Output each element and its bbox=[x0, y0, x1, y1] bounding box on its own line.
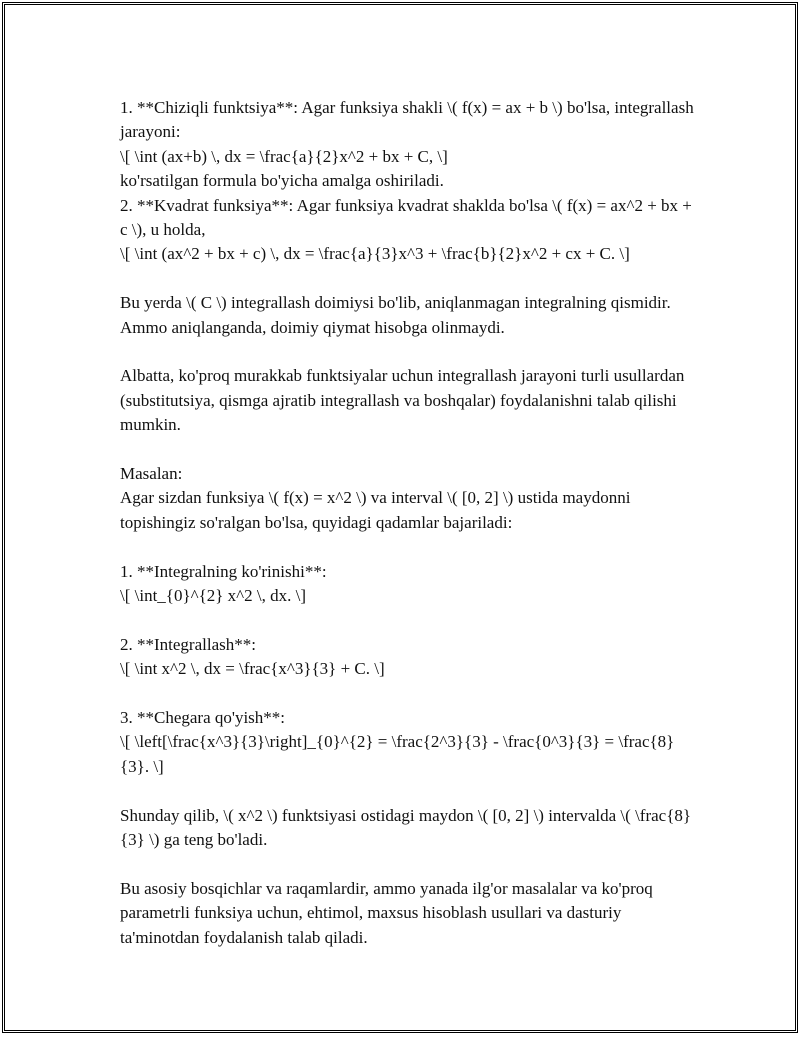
paragraph-conclusion: Bu asosiy bosqichlar va raqamlardir, ammo yanada ilg'or masalalar va ko'proq parametrli funksiya uchun, ehtimol, maxsus hisoblash usullari va dasturiy ta'minotdan foydalanish talab qiladi. bbox=[120, 878, 653, 947]
item-linear-function: 1. **Chiziqli funktsiya**: Agar funksiya shakli \( f(x) = ax + b \) bo'lsa, integrallash jarayoni: bbox=[120, 98, 694, 142]
formula-quadratic-integral: \[ \int (ax^2 + bx + c) \, dx = \frac{a}{3}x^3 + \frac{b}{2}x^2 + cx + C. \] bbox=[120, 244, 630, 264]
text-formula-note: ko'rsatilgan formula bo'yicha amalga oshiriladi. bbox=[120, 171, 444, 191]
heading-example: Masalan: bbox=[120, 464, 183, 484]
item-quadratic-function: 2. **Kvadrat funksiya**: Agar funksiya kvadrat shaklda bo'lsa \( f(x) = ax^2 + bx + c \), u holda, bbox=[120, 195, 692, 240]
document-page bbox=[2, 2, 798, 1033]
step-2-formula: \[ \int x^2 \, dx = \frac{x^3}{3} + C. \] bbox=[120, 659, 385, 679]
step-1-heading: 1. **Integralning ko'rinishi**: bbox=[120, 561, 327, 581]
step-1-formula: \[ \int_{0}^{2} x^2 \, dx. \] bbox=[120, 586, 307, 606]
step-2-heading: 2. **Integrallash**: bbox=[120, 634, 256, 654]
step-3-heading: 3. **Chegara qo'yish**: bbox=[120, 708, 286, 728]
paragraph-constant-explanation: Bu yerda \( C \) integrallash doimiysi bo'lib, aniqlanmagan integralning qismidir. Ammo aniqlanganda, doimiy qiymat hisobga olinmaydi. bbox=[120, 293, 671, 337]
formula-linear-integral: \[ \int (ax+b) \, dx = \frac{a}{2}x^2 + bx + C, \] bbox=[120, 146, 448, 166]
document-body bbox=[120, 96, 695, 950]
paragraph-example-intro: Agar sizdan funksiya \( f(x) = x^2 \) va interval \( [0, 2] \) ustida maydonni topishingiz so'ralgan bo'lsa, quyidagi qadamlar bajariladi: bbox=[120, 488, 631, 532]
paragraph-complex-functions: Albatta, ko'proq murakkab funktsiyalar uchun integrallash jarayoni turli usullardan (substitutsiya, qismga ajratib integrallash va boshqalar) foydalanishni talab qilishi mumkin. bbox=[120, 366, 685, 435]
paragraph-result: Shunday qilib, \( x^2 \) funktsiyasi ostidagi maydon \( [0, 2] \) intervalda \( \frac{8}{3} \) ga teng bo'ladi. bbox=[120, 805, 692, 850]
step-3-formula: \[ \left[\frac{x^3}{3}\right]_{0}^{2} = \frac{2^3}{3} - \frac{0^3}{3} = \frac{8}{3}. \] bbox=[120, 732, 675, 776]
